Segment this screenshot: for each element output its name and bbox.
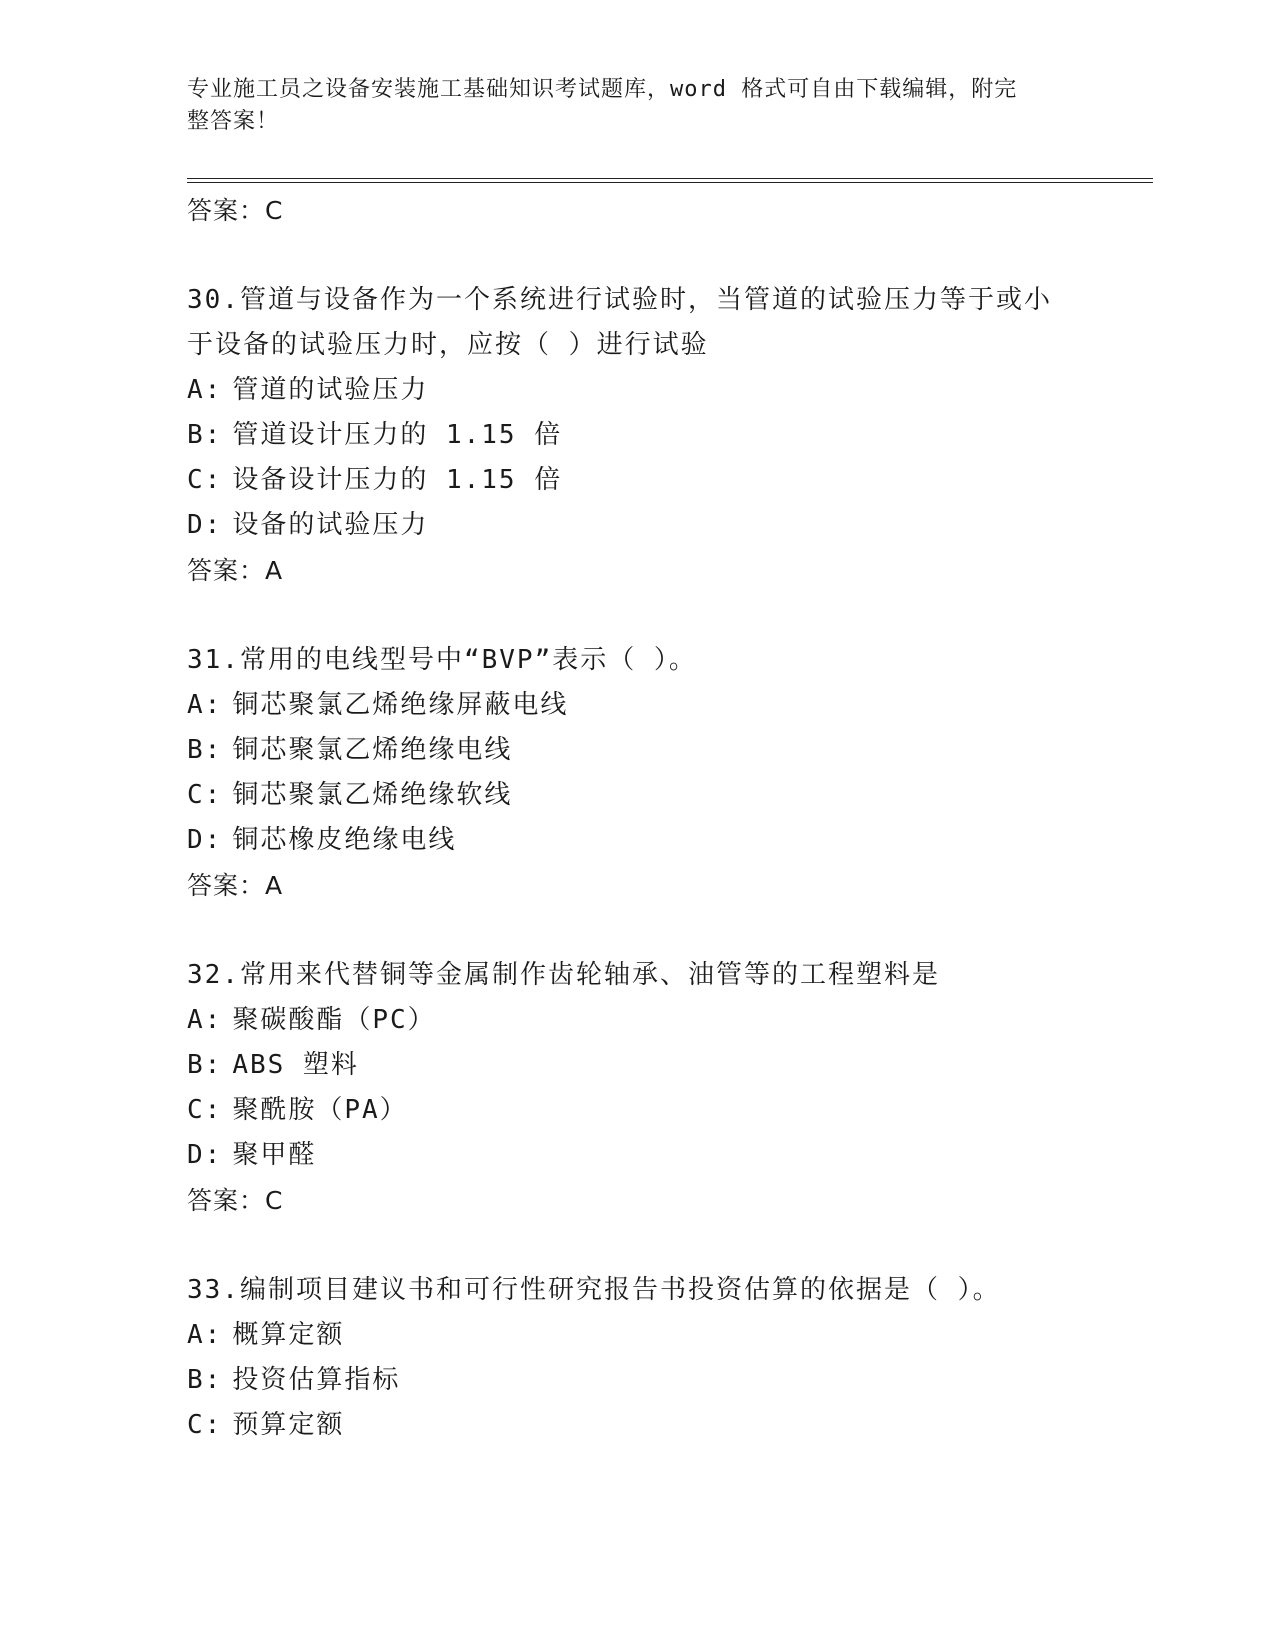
option-d	[187, 503, 1087, 548]
option-key: B:	[187, 735, 223, 765]
question-stem	[187, 638, 1087, 683]
option-text: 铜芯橡皮绝缘电线	[232, 825, 457, 855]
question-stem	[187, 1268, 1087, 1313]
answer-line	[187, 548, 1087, 594]
question-31	[187, 638, 1087, 909]
option-text: 聚酰胺（PA）	[232, 1095, 408, 1125]
question-stem	[187, 278, 1087, 368]
spacer	[187, 1224, 1087, 1268]
answer-value: A	[265, 556, 284, 585]
option-key: B:	[187, 1050, 223, 1080]
question-33	[187, 1268, 1087, 1448]
option-text: 铜芯聚氯乙烯绝缘软线	[232, 780, 513, 810]
option-text: 设备的试验压力	[232, 510, 429, 540]
answer-value: C	[265, 196, 284, 225]
option-key: C:	[187, 1095, 223, 1125]
question-30	[187, 278, 1087, 594]
option-key: A:	[187, 1005, 223, 1035]
spacer	[187, 594, 1087, 638]
answer-label: 答案：	[187, 196, 266, 225]
option-text: 聚碳酸酯（PC）	[232, 1005, 436, 1035]
option-key: C:	[187, 465, 223, 495]
option-key: D:	[187, 825, 223, 855]
stem-line: 于设备的试验压力时，应按（ ）进行试验	[187, 330, 709, 360]
question-list	[187, 188, 1087, 1448]
option-b	[187, 1358, 1087, 1403]
option-text: ABS 塑料	[232, 1050, 359, 1080]
option-c	[187, 1403, 1087, 1448]
option-key: C:	[187, 1410, 223, 1440]
option-d	[187, 1133, 1087, 1178]
option-b	[187, 728, 1087, 773]
answer-label: 答案：	[187, 871, 266, 900]
stem-line: 32.常用来代替铜等金属制作齿轮轴承、油管等的工程塑料是	[187, 960, 940, 990]
answer-label: 答案：	[187, 556, 266, 585]
option-key: B:	[187, 420, 223, 450]
option-c	[187, 773, 1087, 818]
option-text: 预算定额	[232, 1410, 345, 1440]
option-key: D:	[187, 1140, 223, 1170]
option-key: B:	[187, 1365, 223, 1395]
header-line-2: 整答案！	[187, 109, 280, 134]
option-c	[187, 1088, 1087, 1133]
option-text: 管道设计压力的 1.15 倍	[232, 420, 563, 450]
option-d	[187, 818, 1087, 863]
option-text: 设备设计压力的 1.15 倍	[232, 465, 563, 495]
answer-line	[187, 863, 1087, 909]
page-header	[187, 74, 1067, 138]
option-key: A:	[187, 1320, 223, 1350]
option-a	[187, 998, 1087, 1043]
option-a	[187, 368, 1087, 413]
option-text: 投资估算指标	[232, 1365, 401, 1395]
spacer	[187, 909, 1087, 953]
stem-line: 31.常用的电线型号中“BVP”表示（ ）。	[187, 645, 697, 675]
option-key: D:	[187, 510, 223, 540]
option-b	[187, 1043, 1087, 1088]
option-text: 铜芯聚氯乙烯绝缘屏蔽电线	[232, 690, 569, 720]
answer-value: A	[265, 871, 284, 900]
option-key: A:	[187, 375, 223, 405]
option-a	[187, 1313, 1087, 1358]
option-text: 概算定额	[232, 1320, 345, 1350]
spacer	[187, 234, 1087, 278]
answer-line	[187, 188, 1087, 234]
answer-line	[187, 1178, 1087, 1224]
header-divider	[187, 178, 1153, 183]
stem-line: 33.编制项目建议书和可行性研究报告书投资估算的依据是（ ）。	[187, 1275, 1001, 1305]
option-text: 铜芯聚氯乙烯绝缘电线	[232, 735, 513, 765]
header-line-1: 专业施工员之设备安装施工基础知识考试题库，word 格式可自由下载编辑，附完	[187, 77, 1018, 102]
option-b	[187, 413, 1087, 458]
option-text: 管道的试验压力	[232, 375, 429, 405]
option-text: 聚甲醛	[232, 1140, 317, 1170]
answer-value: C	[265, 1186, 284, 1215]
question-32	[187, 953, 1087, 1224]
option-c	[187, 458, 1087, 503]
option-a	[187, 683, 1087, 728]
option-key: A:	[187, 690, 223, 720]
stem-line: 30.管道与设备作为一个系统进行试验时，当管道的试验压力等于或小	[187, 285, 1052, 315]
option-key: C:	[187, 780, 223, 810]
question-stem	[187, 953, 1087, 998]
answer-label: 答案：	[187, 1186, 266, 1215]
